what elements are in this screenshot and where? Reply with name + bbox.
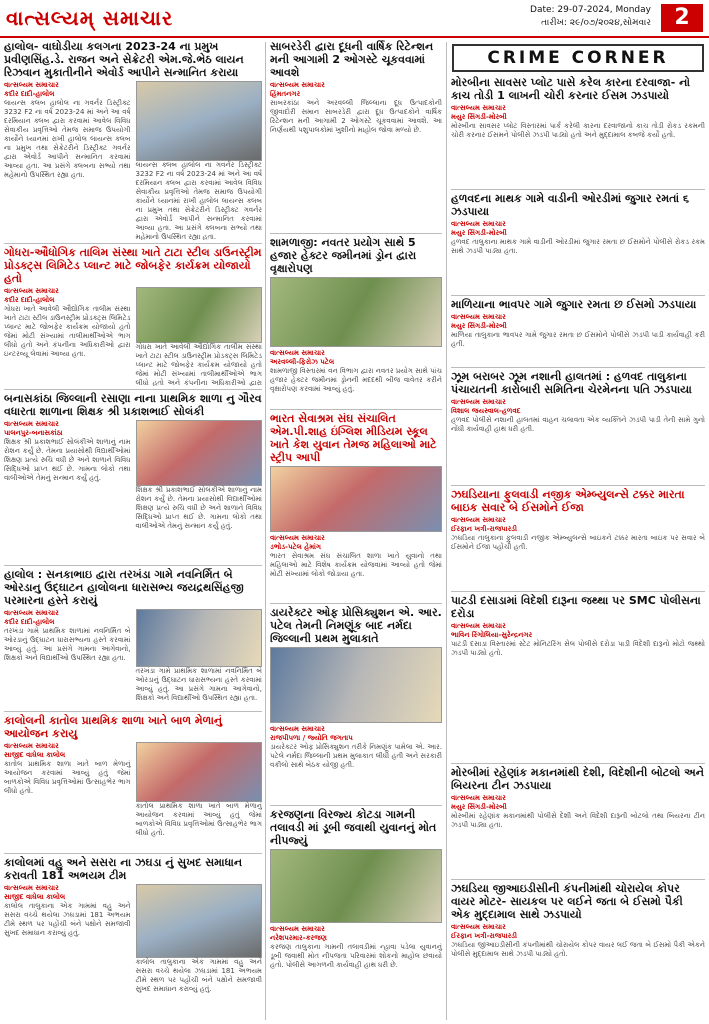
article-left-1 [4,40,262,240]
article-byline: વાત્સલ્યમ સમાચાર કદીર દાદી-હાલોલ [4,609,59,626]
article-headline: ડાયરેક્ટર ઓફ પ્રોસિક્યુશન એ. આર. પટેલ તેમની નિમણૂંક બાદ નર્મદા જિલ્લાની પ્રથમ મુલાકાતે [270,606,442,645]
article-byline: વાત્સલ્યમ સમાચાર હિંમતનગર [270,81,325,98]
date-box [530,4,651,30]
date-english: Date: 29-07-2024, Monday [530,5,651,15]
article-body: માળિયા તાલુકાના ભાવપર ગામે જુગાર રમતા છ ઈસમોને પોલીસે ઝડપી પાડી કાર્યવાહી કરી હતી. [451,331,705,348]
article-headline: કરજણના વિરજ્ય કોટડા ગામની તલાવડી માં ડૂબી જવાથી યુવાનનું મોત નીપજ્યું [270,808,437,847]
article-left-3 [4,392,262,562]
article-body: કાતોલ પ્રાથમિક શાળા ખાતે બાળ મેળાનું આયોજન કરવામાં આવ્યું હતું જેમાં બાળકોએ વિવિધ પ્રવૃત્તિઓમાં ઉત્સાહભેર ભાગ લીધો હતો. [4,760,131,795]
article-divider [4,711,262,712]
article-divider [4,565,262,566]
article-right-3 [451,298,705,364]
article-right-2 [451,192,705,292]
brand-title: વાત્સલ્યમ્ સમાચાર [6,6,174,30]
article-middle-4 [270,606,442,802]
article-body-continued: લાયન્સ ક્લબ હાલોલ ના ગવર્નર ડિસ્ટ્રીક્ટ 3232 F2 ના વર્ષ 2023-24 માં અને આ વર્ષ દરમિયાન ક્લબ દ્વારા કરવામાં આવેલ વિવિધ સેવાકીય પ્રવૃત્તિઓ તેમજ સમાજ ઉપયોગી કાર્યોને ધ્યાનમાં રાખી હાલોલ લાયન્સ ક્લબ ના પ્રમુખ તથા સેક્રેટરીને ડિસ્ટ્રીક્ટ ગવર્નર દ્વારા એવોર્ડ આપીને સન્માનિત કરવામાં આવ્યા હતા. આ પ્રસંગે ક્લબના સભ્યો તથા મહેમાનો ઉપસ્થિત રહ્યા હતા. [135,161,262,240]
article-photo [270,647,442,723]
article-byline: વાત્સલ્યમ સમાચાર સાજીદ વાઘેલા કાલોલ [4,742,66,759]
article-byline: વાત્સલ્યમ સમાચાર અરવલ્લી-ફિરોઝ પટેલ [270,349,335,366]
article-headline: કાલોલની કાતોલ પ્રાથમિક શાળા ખાતે બાળ મેળાનું આયોજન કરાયુ [4,714,223,740]
article-right-8 [451,882,705,1020]
article-body-continued: ગોધરા ખાતે આવેલી ઔદ્યોગિક તાલીમ સંસ્થા ખાતે ટાટા સ્ટીલ ડાઉનસ્ટ્રીમ પ્રોડક્ટ્સ લિમિટેડ પ્લાન્ટ માટે જોબફેર કાર્યક્રમ યોજાયો હતો જેમાં મોટી સંખ્યામાં તાલીમાર્થીઓએ ભાગ લીધો હતો અને કંપનીના અધિકારીઓ દ્વારા [135,343,262,386]
article-body: ભારત સેવાશ્રમ સંઘ સંચાલિત શાળા ખાતે યુવાનો તથા મહિલાઓ માટે વિશેષ કાર્યક્રમ યોજવામાં આવ્યો હતો જેમાં મોટી સંખ્યામાં લોકો જોડાયા હતા. [270,552,442,578]
article-left-5 [4,714,262,850]
article-divider [270,603,442,604]
article-headline: હળવદના માથક ગામે વાડીની ઓરડીમાં જુગાર રમતાં ૬ ઝડપાયા [451,192,690,218]
article-byline: વાત્સલ્યમ સમાચાર મયુર સિંગડી-મોરબી [451,104,507,121]
article-photo [270,277,442,347]
article-middle-2 [270,236,442,406]
article-left-4 [4,568,262,708]
article-right-6 [451,594,705,760]
article-photo [136,884,263,958]
article-headline: કાલોલમાં વહુ અને સસરા ના ઝઘડા નું સુખદ સમાધાન કરાવતી 181 અભયમ ટીમ [4,856,243,882]
article-body: શામળાજી વિસ્તારમાં વન વિભાગ દ્વારા નવતર પ્રયોગ સાથે પાંચ હજાર હેક્ટર જમીનમાં ડ્રોનની મદદથી બીજ વાવેતર કરીને વૃક્ષારોપણ કરવામાં આવ્યું હતું. [270,367,442,393]
article-body: કરજણ તાલુકાના ગામની તલાવડીમાં ન્હાવા પડેલા યુવાનનું ડૂબી જવાથી મોત નીપજતા પરિવારમાં શોકનો માહોલ છવાયો હતો. પોલીસે આગળની કાર્યવાહી હાથ ધરી છે. [270,943,442,969]
article-headline: ઝઘડિયાના ફુલવાડી નજીક એમ્બ્યુલન્સે ટક્કર મારતા બાઇક સવાર બે ઈસમોને ઈજા [451,488,685,514]
article-byline: વાત્સલ્યમ સમાચાર ઈરફાન ખત્રી-રાજપારડી [451,923,518,940]
article-photo [270,849,442,923]
article-byline: વાત્સલ્યમ સમાચાર નરેશપરમાર-કરજણ [270,925,327,942]
article-byline: વાત્સલ્યમ સમાચાર મયુર સિંગડી-મોરબી [451,794,507,811]
article-divider [451,189,705,190]
article-headline: માળિયાના ભાવપર ગામે જુગાર રમતા છ ઈસમો ઝડપાયા [451,298,697,311]
article-divider [451,591,705,592]
article-divider [270,409,442,410]
article-body: હળવદ પોલીસે નશાની હાલતમાં વાહન ચલાવતા એક વ્યક્તિને ઝડપી પાડી તેની સામે ગુનો નોંધી કાર્યવાહી હાથ ધરી હતી. [451,416,705,433]
article-body-continued: કાલોલ તાલુકાના એક ગામમાં વહુ અને સસરા વચ્ચે થયેલા ઝઘડામાં 181 અભયમ ટીમે સ્થળ પર પહોંચી બંને પક્ષોને સમજાવી સુખદ સમાધાન કરાવ્યું હતું. [135,958,262,993]
article-body: હળવદ તાલુકાના માથક ગામે વાડીની ઓરડીમાં જુગાર રમતા છ ઈસમોને પોલીસે રોકડ રકમ સાથે ઝડપી પાડ્યા હતા. [451,238,705,255]
column-divider [446,42,447,1020]
article-body-continued: તરખંડા ગામે પ્રાથમિક શાળામાં નવનિર્મિત બે ઓરડાનું ઉદ્ઘાટન ધારાસભ્યના હસ્તે કરવામાં આવ્યું હતું. આ પ્રસંગે ગામના આગેવાનો, શિક્ષકો અને વિદ્યાર્થીઓ ઉપસ્થિત રહ્યા હતા. [135,667,262,702]
column-divider [265,42,266,1020]
article-left-6 [4,856,262,1020]
article-photo [136,742,263,802]
article-body: ગોધરા ખાતે આવેલી ઔદ્યોગિક તાલીમ સંસ્થા ખાતે ટાટા સ્ટીલ ડાઉનસ્ટ્રીમ પ્રોડક્ટ્સ લિમિટેડ પ્લાન્ટ માટે જોબફેર કાર્યક્રમ યોજાયો હતો જેમાં મોટી સંખ્યામાં તાલીમાર્થીઓએ ભાગ લીધો હતો અને કંપનીના અધિકારીઓ દ્વારા ઇન્ટરવ્યૂ લેવામાં આવ્યા હતા. [4,305,131,358]
article-divider [270,805,442,806]
article-byline: વાત્સલ્યમ સમાચાર કદીર દાદી-હાલોલ [4,287,59,304]
article-headline: ગોધરા-ઔધોગિક તાલિમ સંસ્થા ખાતે ટાટા સ્ટીલ ડાઉનસ્ટ્રીમ પ્રોડક્ટ્સ લિમિટેડ પ્લાન્ટ માટે જોબફેર કાર્યક્રમ યોજાયો હતો [4,246,262,285]
article-body: તરખંડા ગામે પ્રાથમિક શાળામાં નવનિર્મિત બે ઓરડાનું ઉદ્ઘાટન ધારાસભ્યના હસ્તે કરવામાં આવ્યું હતું. આ પ્રસંગે ગામના આગેવાનો, શિક્ષકો અને વિદ્યાર્થીઓ ઉપસ્થિત રહ્યા હતા. [4,627,131,662]
article-headline: મોરબીમાં રહેણાંક મકાનમાંથી દેશી, વિદેશીની બોટલો અને બિયરના ટીન ઝડપાયા [451,766,704,792]
article-byline: વાત્સલ્યમ સમાચાર સાજીદ વાઘેલા કાલોલ [4,884,66,901]
article-right-1 [451,76,705,186]
article-body-continued: શિક્ષક શ્રી પ્રકાશભાઈ સોલંકીએ શાળાનું નામ રોશન કર્યું છે. તેમના પ્રયાસોથી વિદ્યાર્થીઓમાં શિક્ષણ પ્રત્યે રુચિ વધી છે અને શાળાને વિવિધ સિદ્ધિઓ પ્રાપ્ત થઈ છે. ગામના લોકો તથા વાલીઓએ તેમનું સન્માન કર્યું હતું. [135,486,262,530]
article-byline: વાત્સલ્યમ સમાચાર પાલનપુર-બનાસકાંઠા [4,420,63,437]
article-divider [4,853,262,854]
article-right-4 [451,370,705,482]
article-divider [4,389,262,390]
article-headline: હાલોલ : સનકાભાઇ દ્વારા તરખંડા ગામે નવનિર્મિત બે ઓરડાનુ ઉદ્ઘાટન હાલોલના ધારાસભ્ય જયદ્રથસિંહજી પરમારના હસ્તે કરાયું [4,568,244,607]
article-byline: વાત્સલ્યમ સમાચાર મયુર સિંગડી-મોરબી [451,220,507,237]
article-right-5 [451,488,705,588]
article-byline: વાત્સલ્યમ સમાચાર ડભોડ-પટેલ હેમાંગ [270,534,325,551]
article-body: મોરબીમાં રહેણાંક મકાનમાંથી પોલીસે દેશી અને વિદેશી દારૂની બોટલો તથા બિયરના ટીન ઝડપી પાડ્યા હતા. [451,812,705,829]
article-body: કાલોલ તાલુકાના એક ગામમાં વહુ અને સસરા વચ્ચે થયેલા ઝઘડામાં 181 અભયમ ટીમે સ્થળ પર પહોંચી બંને પક્ષોને સમજાવી સુખદ સમાધાન કરાવ્યું હતું. [4,902,131,937]
article-body: લાયન્સ ક્લબ હાલોલ ના ગવર્નર ડિસ્ટ્રીક્ટ 3232 F2 ના વર્ષ 2023-24 માં અને આ વર્ષ દરમિયાન ક્લબ દ્વારા કરવામાં આવેલ વિવિધ સેવાકીય પ્રવૃત્તિઓ તેમજ સમાજ ઉપયોગી કાર્યોને ધ્યાનમાં રાખી હાલોલ લાયન્સ ક્લબ ના પ્રમુખ તથા સેક્રેટરીને ડિસ્ટ્રીક્ટ ગવર્નર દ્વારા એવોર્ડ આપીને સન્માનિત કરવામાં આવ્યા હતા. આ પ્રસંગે ક્લબના સભ્યો તથા મહેમાનો ઉપસ્થિત રહ્યા હતા. [4,99,131,179]
article-byline: વાત્સલ્યમ સમાચાર વિશાલ જયસ્વાલ-હળવદ [451,398,521,415]
article-headline: ઝૂમ બરાબર ઝૂમ નશાની હાલતમાં : હળવદ તાલુકાના પંચાયતની કારોબારી સમિતિના ચેરમેનના પતિ ઝડપાયા [451,370,692,396]
masthead [0,0,709,38]
article-headline: પાટડી દસાડામાં વિદેશી દારૂના જથ્થા પર SMC પોલીસના દરોડા [451,594,701,620]
article-photo [136,287,263,343]
article-divider [451,485,705,486]
article-divider [451,367,705,368]
article-headline: ભારત સેવાશ્રમ સંઘ સંચાલિત એમ.પી.શાહ ઇંગ્લિશ મીડિયમ સ્કૂલ ખાતે કેશ યુવાન તેમજ મહિલાઓ માટે સ્ટ્રીપ આપી [270,412,437,464]
article-headline: શામળાજી: નવતર પ્રયોગ સાથે 5 હજાર હેક્ટર જમીનમાં ડ્રોન દ્વારા વૃક્ષારોપણ [270,236,417,275]
article-headline: મોરબીના સાવસર પ્લોટ પાસે કરેલ કારના દરવાજા- નો કાચ તોડી 1 લાખની ચોરી કરનાર ઈસમ ઝડપાયો [451,76,691,102]
article-divider [270,233,442,234]
article-photo [136,609,263,667]
article-byline: વાત્સલ્યમ સમાચાર કદીર દાદી-હાલોલ [4,81,59,98]
article-headline: સાબરડેરી દ્વારા દૂધની વાર્ષિક રિટેન્શન મની આગામી 2 ઓગસ્ટે ચૂકવવામાં આવશે [270,40,434,79]
article-body: મોરબીના સાવસર પ્લોટ વિસ્તારમાં પાર્ક કરેલી કારના દરવાજાનો કાચ તોડી રોકડ રકમની ચોરી કરનાર ઈસમને પોલીસે ઝડપી પાડ્યો હતો અને મુદ્દામાલ કબજે કર્યો હતો. [451,122,705,139]
article-photo [136,420,263,486]
article-body: ઝઘડિયા તાલુકાના ફુલવાડી નજીક એમ્બ્યુલન્સે બાઇકને ટક્કર મારતા બાઇક પર સવાર બે ઈસમોને ઈજા પહોંચી હતી. [451,534,705,551]
article-body: શિક્ષક શ્રી પ્રકાશભાઈ સોલંકીએ શાળાનું નામ રોશન કર્યું છે. તેમના પ્રયાસોથી વિદ્યાર્થીઓમાં શિક્ષણ પ્રત્યે રુચિ વધી છે અને શાળાને વિવિધ સિદ્ધિઓ પ્રાપ્ત થઈ છે. ગામના લોકો તથા વાલીઓએ તેમનું સન્માન કર્યું હતું. [4,438,131,482]
article-body: પાટડી દસાડા વિસ્તારમાં સ્ટેટ મોનિટરિંગ સેલ પોલીસે દરોડા પાડી વિદેશી દારૂનો મોટો જથ્થો ઝડપી પાડ્યો હતો. [451,640,705,657]
article-divider [4,243,262,244]
article-byline: વાત્સલ્યમ સમાચાર રાજપીપળા / જ્યોતિ જગતાપ [270,725,353,742]
crime-corner-banner: CRIME CORNER [452,44,704,72]
article-body-continued: કાતોલ પ્રાથમિક શાળા ખાતે બાળ મેળાનું આયોજન કરવામાં આવ્યું હતું જેમાં બાળકોએ વિવિધ પ્રવૃત્તિઓમાં ઉત્સાહભેર ભાગ લીધો હતો. [135,802,262,837]
article-headline: હાલોલ- વાઘોડીયા કલગના 2023-24 ના પ્રમુખ પ્રવીણસિંહ.ડે. રાજન અને સેક્રેટરી એમ.જે.ભેઠ લાયન રિઝવાન મુકાતીનીને એવોર્ડ આપીને સન્માનિત કરાયા [4,40,244,79]
article-body: સાબરકાંઠા અને અરવલ્લી જિલ્લાના દૂધ ઉત્પાદકોની જીવાદોરી સમાન સાબરડેરી દ્વારા દૂધ ઉત્પાદકોને વાર્ષિક રિટેન્શન મની આગામી 2 ઓગસ્ટે ચૂકવવામાં આવશે. આ નિર્ણયથી પશુપાલકોમાં ખુશીનો માહોલ જોવા મળ્યો છે. [270,99,442,134]
article-divider [451,879,705,880]
article-headline: બનાસકાંઠા જિલ્લાની રસાણા નાના પ્રાથમિક શાળા નુ ગૌરવ વધારતા શાળાના શિક્ષક શ્રી પ્રકાશભાઈ સોલંકી [4,392,262,418]
article-divider [451,295,705,296]
article-byline: વાત્સલ્યમ સમાચાર ભાવિન રિંગોલિયા-સુરેન્દ્રનગર [451,622,533,639]
article-photo [136,81,263,161]
article-divider [451,763,705,764]
article-headline: ઝઘડિયા જીઆઇડીસીની કંપનીમાંથી ચોરાયેલ કોપર વાયર મોટર- સાયકલ પર લઈને જતા બે ઈસમો પૈકી એક મુદ્દામાલ સાથે ઝડપાયો [451,882,683,921]
article-left-2 [4,246,262,386]
article-byline: વાત્સલ્યમ સમાચાર મયુર સિંગડી-મોરબી [451,313,507,330]
article-middle-3 [270,412,442,600]
article-body: ઝઘડિયા જીઆઇડીસીની કંપનીમાંથી ચોરાયેલ કોપર વાયર લઈ જતા બે ઈસમો પૈકી એકને પોલીસે મુદ્દામાલ સાથે ઝડપી પાડ્યો હતો. [451,941,705,958]
article-middle-1 [270,40,442,230]
article-right-7 [451,766,705,876]
article-middle-5 [270,808,442,1020]
date-gujarati: તારીખ: ૨૯/૦૭/૨૦૨૪,સોમવાર [541,18,651,28]
article-byline: વાત્સલ્યમ સમાચાર ઈરફાન ખત્રી-રાજપારડી [451,516,518,533]
article-photo [270,466,442,532]
page-number: 2 [661,4,703,32]
article-body: ડાયરેક્ટર ઓફ પ્રોસિક્યુશન તરીકે નિમણૂંક પામેલા એ. આર. પટેલે નર્મદા જિલ્લાની પ્રથમ મુલાકાત લીધી હતી અને સરકારી વકીલો સાથે બેઠક યોજી હતી. [270,743,442,769]
